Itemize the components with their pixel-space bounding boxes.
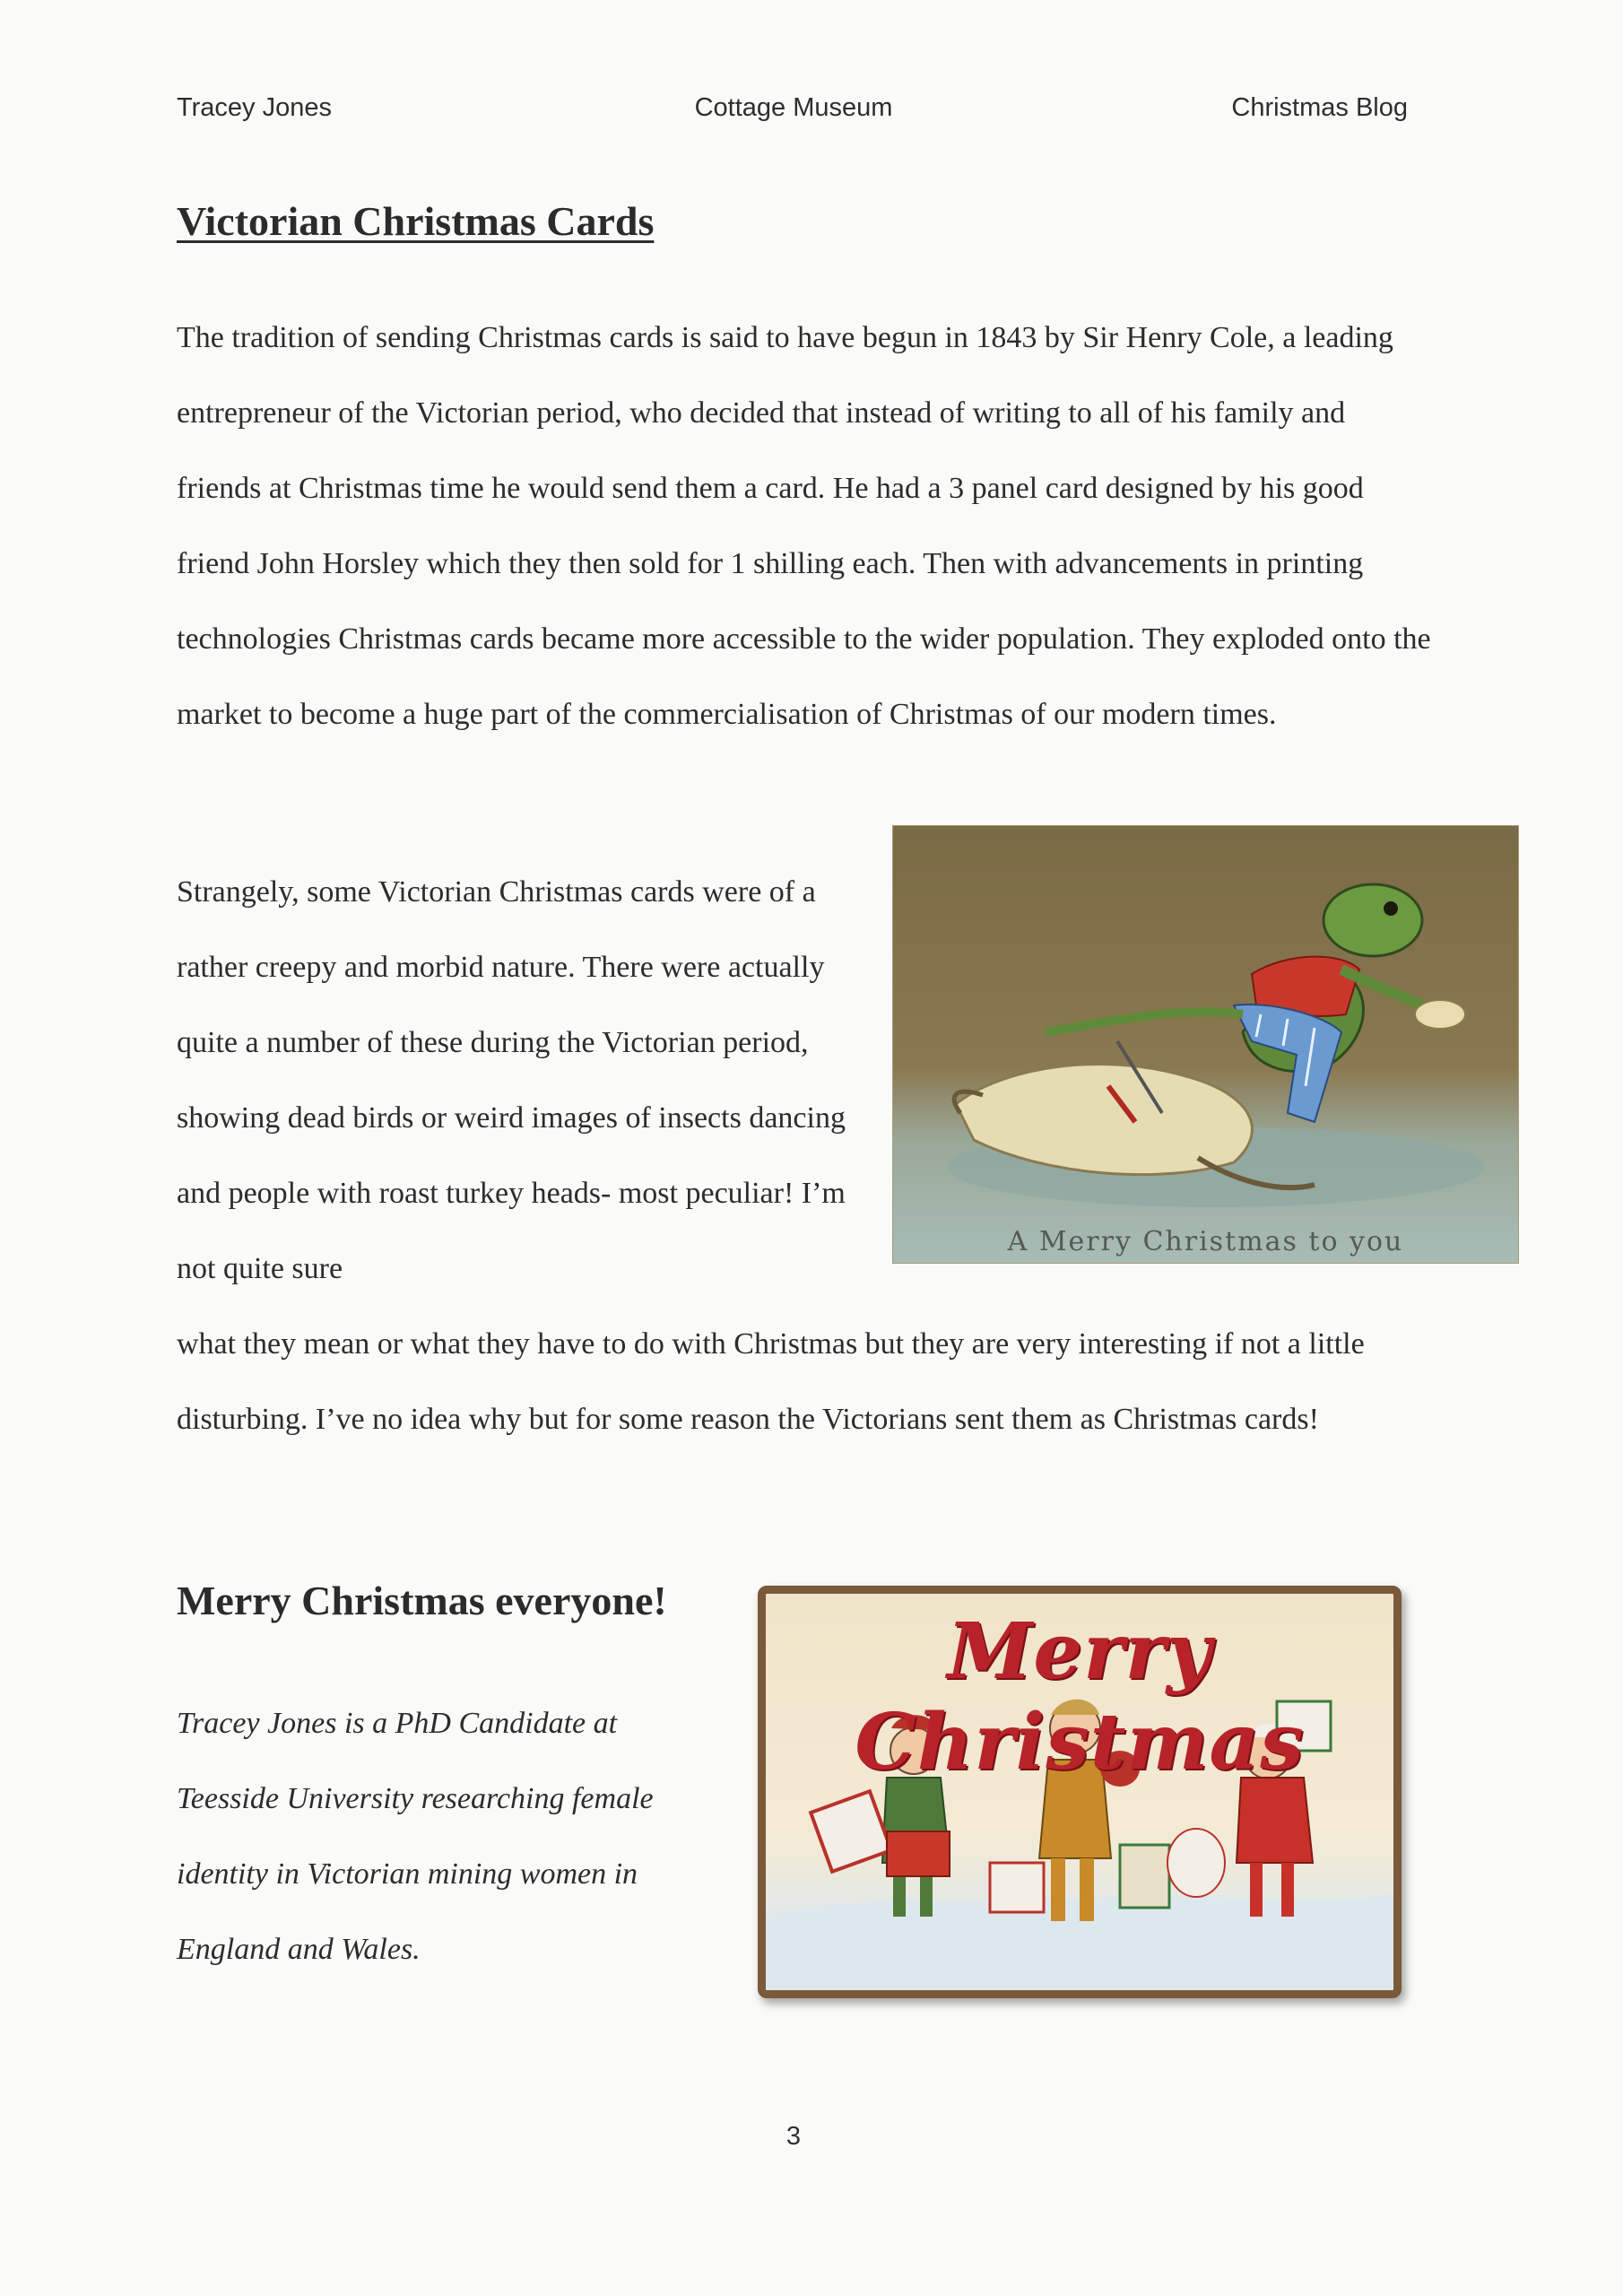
page-number: 3 [785,2122,802,2151]
merry-christmas-card-image [758,1586,1402,1998]
author-bio: Tracey Jones is a PhD Candidate at Teesside University researching female identity in Victorian mining women in England and Wales. [177,1707,654,1966]
merry-christmas-card-title: Merry Christmas [855,1606,1305,1787]
header-section: Christmas Blog [1231,93,1408,122]
paragraph-creepy-cards: Strangely, some Victorian Christmas cards were of a rather creepy and morbid nature. There were actually quite a number of these during the Victorian period, showing dead birds or weird images of insects dancing and people with roast turkey heads- most peculiar! I’m not quite sure [177,875,846,1285]
greeting-heading: Merry Christmas everyone! [177,1578,667,1623]
paragraph-history: The tradition of sending Christmas cards is said to have begun in 1843 by Sir Henry Cole, a leading entrepreneur of the Victorian period, who decided that instead of writing to all of his family and friends at Christmas time he would send them a card. He had a 3 panel card designed by his good friend John Horsley which they then sold for 1 shilling each. Then with advancements in printing technologies Christmas cards became more accessible to the wider population. They exploded onto the market to become a huge part of the commercialisation of Christmas of our modern times. [177,321,1431,731]
article-title: Victorian Christmas Cards [177,198,655,244]
paragraph-conclusion: what they mean or what they have to do with Christmas but they are very interesting if not a little disturbing. I’ve no idea why but for some reason the Victorians sent them as Christmas cards! [177,1327,1365,1436]
header-author: Tracey Jones [177,93,332,122]
frog-christmas-card-image [892,825,1519,1264]
frog-card-caption: A Merry Christmas to you [1007,1226,1404,1257]
header-organization: Cottage Museum [694,93,893,122]
frog-illustration [893,826,1518,1263]
